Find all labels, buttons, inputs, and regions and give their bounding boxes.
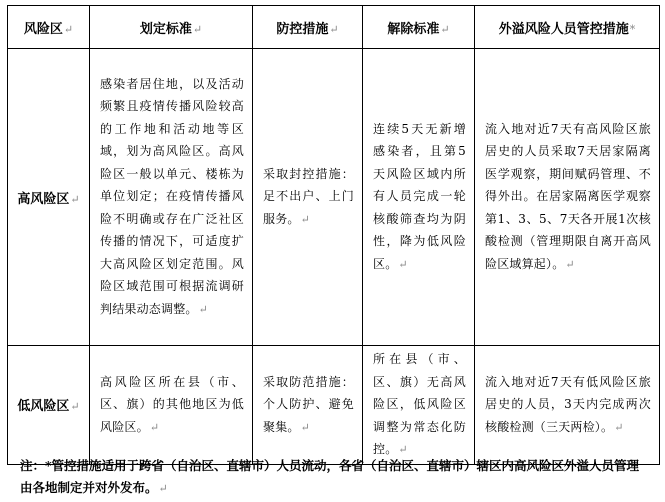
- header-spillover: 外溢风险人员管控措施*: [475, 6, 660, 49]
- header-release: 解除标准↵: [363, 6, 475, 49]
- header-measures: 防控措施↵: [253, 6, 363, 49]
- cell-low-release: 所在县（市、区、旗）无高风险区，低风险区调整为常态化防控。↵: [363, 346, 475, 465]
- row-label-high-risk: 高风险区↵: [8, 49, 90, 346]
- cell-high-release: 连续5天无新增感染者，且第5天风险区域内所有人员完成一轮核酸筛查均为阴性，降为低风险区。↵: [363, 49, 475, 346]
- footnote: 注：*管控措施适用于跨省（自治区、直辖市）人员流动，各省（自治区、直辖市）辖区内高风险区外溢人员管理由各地制定并对外发布。↵: [20, 458, 640, 495]
- risk-area-table: [7, 5, 660, 465]
- table-header-row: [8, 6, 660, 49]
- cell-high-measures: 采取封控措施：足不出户、上门服务。↵: [253, 49, 363, 346]
- header-risk-area: 风险区↵: [8, 6, 90, 49]
- cell-low-spillover: 流入地对近7天有低风险区旅居史的人员，3天内完成两次核酸检测（三天两检）。↵: [475, 346, 660, 465]
- table-row-high-risk: [8, 49, 660, 346]
- cell-low-measures: 采取防范措施：个人防护、避免聚集。↵: [253, 346, 363, 465]
- table-row-low-risk: [8, 346, 660, 465]
- cell-low-criteria: 高风险区所在县（市、区、旗）的其他地区为低风险区。↵: [90, 346, 253, 465]
- header-criteria: 划定标准↵: [90, 6, 253, 49]
- row-label-low-risk: 低风险区↵: [8, 346, 90, 465]
- cell-high-spillover: 流入地对近7天有高风险区旅居史的人员采取7天居家隔离医学观察，期间赋码管理、不得外出。在居家隔离医学观察第1、3、5、7天各开展1次核酸检测（管理期限自离开高风险区域算起）。↵: [475, 49, 660, 346]
- cell-high-criteria: 感染者居住地，以及活动频繁且疫情传播风险较高的工作地和活动地等区域，划为高风险区。高风险区一般以单元、楼栋为单位划定；在疫情传播风险不明确或存在广泛社区传播的情况下，可适度扩大高风险区划定范围。风险区域范围可根据流调研判结果动态调整。↵: [90, 49, 253, 346]
